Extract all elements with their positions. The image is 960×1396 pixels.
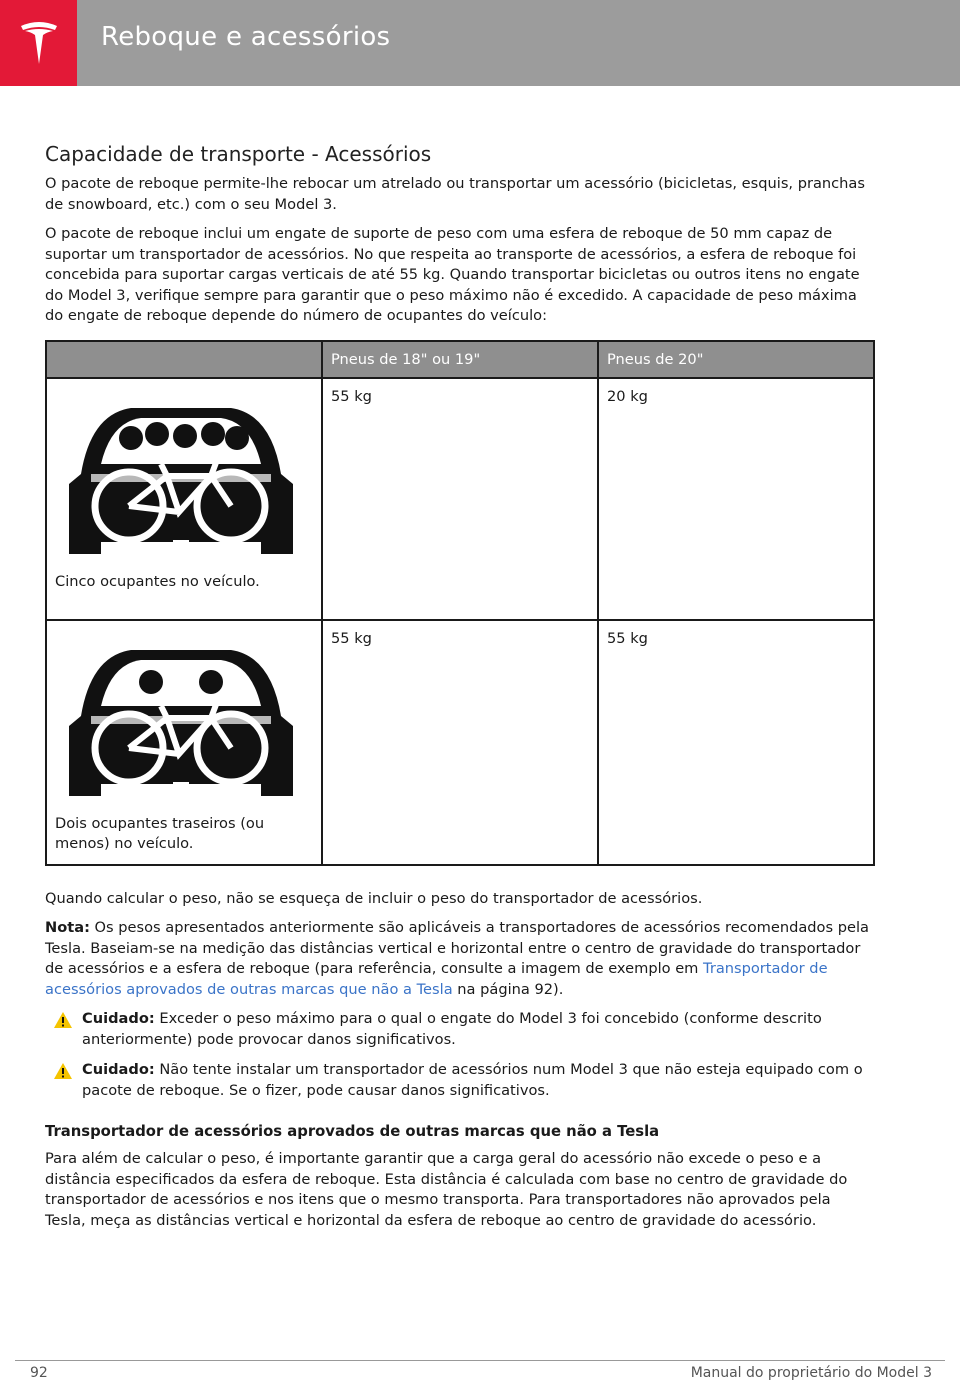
table-row [46, 378, 874, 620]
accessory-carrier-link[interactable]: Transportador de acessórios aprovados de outras marcas que não a Tesla [45, 960, 828, 998]
table-cell-value: 55 kg [598, 620, 874, 865]
table-cell-value: 55 kg [322, 620, 598, 865]
intro-paragraph-1: O pacote de reboque permite-lhe rebocar um atrelado ou transportar um acessório (bicicletas, esquis, pranchas de snowboard, etc.) com o seu Model 3. [45, 175, 865, 213]
table-header-18-19: Pneus de 18" ou 19" [322, 341, 598, 378]
table-cell-value: 55 kg [322, 378, 598, 620]
warning-icon [53, 1062, 73, 1080]
caution-label: Cuidado: [82, 1061, 155, 1078]
tesla-logo-icon [17, 18, 61, 68]
note-text-before: Os pesos apresentados anteriormente são aplicáveis a transportadores de acessórios recomendados pela Tesla. Baseiam-se na medição das distâncias vertical e horizontal entre o centro de gravidade do transportador de acessórios e a esfera de reboque (para referência, consulte a imagem de exemplo em [45, 919, 869, 977]
caution-label: Cuidado: [82, 1010, 155, 1027]
five-occupants-bike-illustration [61, 394, 301, 564]
row-description: Cinco ocupantes no veículo. [55, 572, 260, 590]
section-title: Capacidade de transporte - Acessórios [45, 142, 432, 166]
table-cell-image [46, 378, 322, 620]
two-occupants-bike-illustration [61, 636, 301, 806]
table-row [46, 620, 874, 865]
row-description: Dois ocupantes traseiros (ou menos) no veículo. [55, 814, 265, 852]
after-table-paragraph: Quando calcular o peso, não se esqueça de incluir o peso do transportador de acessórios. [45, 889, 703, 907]
caution-block [45, 1009, 875, 1050]
note-text-after: na página 92). [452, 980, 564, 998]
subsection-title: Transportador de acessórios aprovados de outras marcas que não a Tesla [45, 1123, 660, 1140]
table-cell-value: 20 kg [598, 378, 874, 620]
caution-text: Não tente instalar um transportador de acessórios num Model 3 que não esteja equipado com o pacote de reboque. Se o fizer, pode causar danos significativos. [82, 1061, 863, 1099]
table-header-20: Pneus de 20" [598, 341, 874, 378]
table-cell-image [46, 620, 322, 865]
main-content [45, 142, 875, 1240]
footer-title: Manual do proprietário do Model 3 [690, 1365, 932, 1381]
page-header [0, 0, 960, 86]
caution-text: Exceder o peso máximo para o qual o engate do Model 3 foi concebido (conforme descrito anteriormente) pode provocar danos significativos. [82, 1010, 822, 1048]
page-number: 92 [30, 1365, 48, 1381]
capacity-table [45, 340, 875, 866]
tesla-logo [0, 0, 77, 86]
note-label: Nota: [45, 919, 90, 936]
note-paragraph [45, 918, 875, 1000]
intro-paragraph-2: O pacote de reboque inclui um engate de suporte de peso com uma esfera de reboque de 50 mm capaz de suportar um transportador de acessórios. No que respeita ao transporte de acessórios, a esfera de reboque foi concebida para suportar cargas verticais de até 55 kg. Quando transportar bicicletas ou outros itens no engate do Model 3, verifique sempre para garantir que o peso máximo não é excedido. A capacidade de peso máxima do engate de reboque depende do número de ocupantes do veículo: [45, 225, 860, 324]
table-header-row [46, 341, 874, 378]
subsection-paragraph: Para além de calcular o peso, é importante garantir que a carga geral do acessório não excede o peso e a distância especificados da esfera de reboque. Esta distância é calculada com base no centro de gravidade do transportador de acessórios e nos itens que o mesmo transporta. Para transportadores não aprovados pela Tesla, meça as distâncias vertical e horizontal da esfera de reboque ao centro de gravidade do acessório. [45, 1150, 848, 1229]
table-header-empty [46, 341, 322, 378]
footer-divider [15, 1360, 945, 1361]
warning-icon [53, 1011, 73, 1029]
caution-block [45, 1060, 875, 1101]
header-title: Reboque e acessórios [101, 22, 391, 52]
